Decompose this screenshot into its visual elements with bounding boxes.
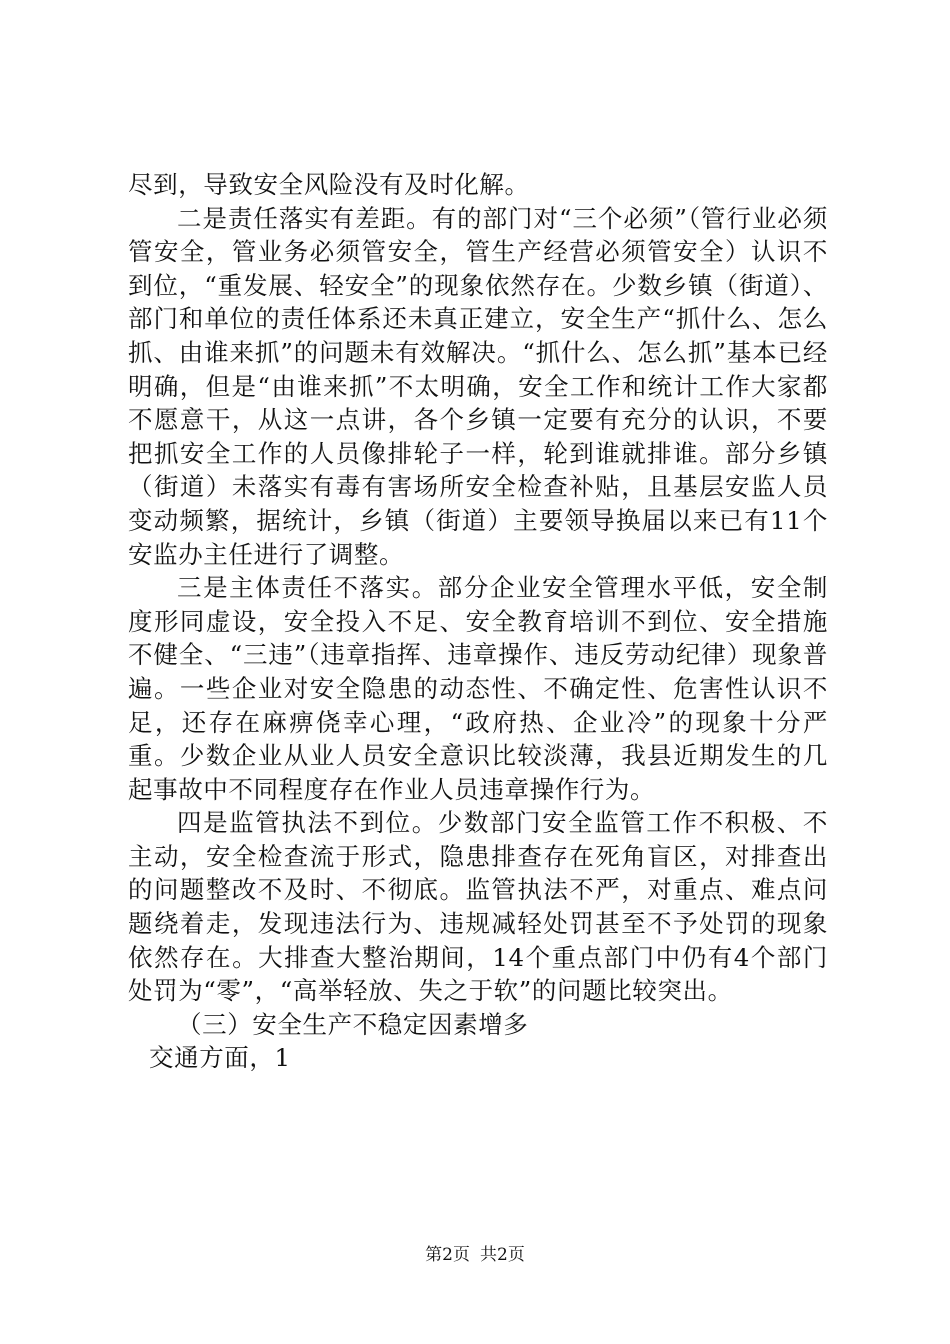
paragraph-supervision: 四是监管执法不到位。少数部门安全监管工作不积极、不主动，安全检查流于形式，隐患排查存在死角盲区，对排查出的问题整改不及时、不彻底。监管执法不严，对重点、难点问题绕着走，发现违法行为、违规减轻处罚甚至不予处罚的现象依然存在。大排查大整治期间，14个重点部门中仍有4个部门处罚为“零”，“高举轻放、失之于软”的问题比较突出。 (128, 808, 828, 1006)
page-footer (0, 1244, 950, 1266)
page-total: 共2页 (480, 1245, 525, 1265)
section-heading: （三）安全生产不稳定因素增多 (177, 1009, 529, 1039)
page-number: 第2页 (425, 1245, 470, 1265)
paragraph-main-responsibility: 三是主体责任不落实。部分企业安全管理水平低，安全制度形同虚设，安全投入不足、安全教育培训不到位、安全措施不健全、“三违”（违章指挥、违章操作、违反劳动纪律）现象普遍。一些企业对安全隐患的动态性、不确定性、危害性认识不足，还存在麻痹侥幸心理，“政府热、企业冷”的现象十分严重。少数企业从业人员安全意识比较淡薄，我县近期发生的几起事故中不同程度存在作业人员违章操作行为。 (128, 573, 828, 804)
paragraph-responsibility-gap: 二是责任落实有差距。有的部门对“三个必须”（管行业必须管安全，管业务必须管安全，管生产经营必须管安全）认识不到位，“重发展、轻安全”的现象依然存在。少数乡镇（街道）、部门和单位的责任体系还未真正建立，安全生产“抓什么、怎么抓、由谁来抓”的问题未有效解决。“抓什么、怎么抓”基本已经明确，但是“由谁来抓”不太明确，安全工作和统计工作大家都不愿意干，从这一点讲，各个乡镇一定要有充分的认识，不要把抓安全工作的人员像排轮子一样，轮到谁就排谁。部分乡镇（街道）未落实有毒有害场所安全检查补贴，且基层安监人员变动频繁，据统计，乡镇（街道）主要领导换届以来已有11个安监办主任进行了调整。 (128, 203, 828, 569)
document-body (128, 168, 828, 1075)
paragraph-continuation: 尽到，导致安全风险没有及时化解。 (128, 170, 530, 199)
paragraph-traffic: 交通方面，1 (149, 1043, 291, 1073)
